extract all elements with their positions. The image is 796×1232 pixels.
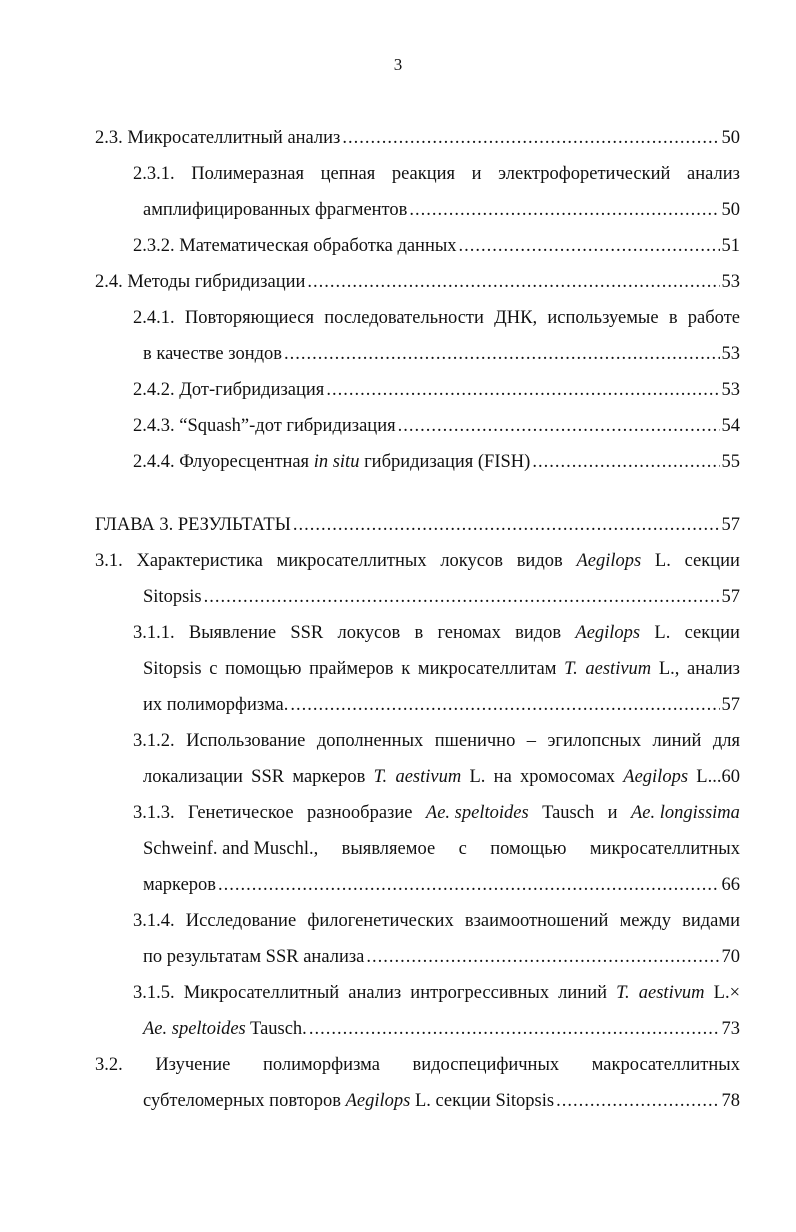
entry-word: макросателлитных — [591, 1055, 740, 1075]
entry-text: маркеров — [143, 875, 217, 895]
entry-word: видов — [516, 551, 563, 571]
entry-word: геномах — [437, 623, 501, 643]
leader-dots — [293, 507, 720, 543]
entry-text: 2.4.2. Дот-гибридизация — [133, 380, 325, 400]
entry-word: Aegilops — [575, 623, 641, 643]
entry-word: микросателлитных — [589, 839, 740, 859]
entry-text: L. секции Sitopsis — [410, 1091, 555, 1111]
page-ref: 53 — [721, 344, 740, 364]
leader-dots — [409, 192, 719, 228]
entry-word: полиморфизма — [262, 1055, 380, 1075]
entry-text: 2.3. Микросателлитный анализ — [95, 128, 341, 148]
entry-word: локусов — [440, 551, 503, 571]
toc-entry[interactable] — [0, 264, 796, 300]
page-ref: 53 — [721, 272, 740, 292]
entry-text: T. aestivum — [616, 983, 705, 1003]
toc-entry[interactable] — [0, 228, 796, 264]
entry-text: амплифицированных фрагментов — [143, 200, 408, 220]
entry-text: Tausch. — [245, 1019, 307, 1039]
toc-entry[interactable] — [0, 543, 796, 615]
entry-word: и — [607, 803, 618, 823]
entry-text: гибридизация (FISH) — [359, 452, 531, 472]
entry-title — [143, 1011, 307, 1047]
toc-line — [143, 939, 740, 975]
toc-line — [143, 867, 740, 903]
toc-line — [95, 264, 740, 300]
entry-title — [95, 264, 305, 300]
entry-title — [143, 867, 216, 903]
page-ref: 66 — [721, 875, 740, 895]
entry-word: 3.1.3. — [133, 803, 175, 823]
toc-line — [133, 408, 740, 444]
entry-text: 3.1.4. Исследование филогенетических взаимоотношений между видами — [133, 911, 740, 931]
toc-line — [143, 336, 740, 372]
toc-line — [133, 903, 740, 939]
entry-word: 2.3.1. — [133, 164, 175, 184]
entry-word: секции — [684, 623, 740, 643]
entry-title — [143, 579, 202, 615]
entry-word: Изучение — [155, 1055, 231, 1075]
entry-title — [143, 336, 282, 372]
toc-line — [133, 228, 740, 264]
toc-entry[interactable] — [0, 120, 796, 156]
entry-text: 2.4.3. “Squash”-дот гибридизация — [133, 416, 396, 436]
toc-entry[interactable] — [0, 300, 796, 372]
entry-title — [133, 408, 396, 444]
page-ref: 78 — [721, 1091, 740, 1111]
toc-line — [133, 156, 740, 192]
toc-entry[interactable] — [0, 372, 796, 408]
entry-word: 3.2. — [95, 1055, 123, 1075]
entry-text: 2.4. Методы гибридизации — [95, 272, 306, 292]
leader-dots — [556, 1083, 719, 1119]
toc-entry[interactable] — [0, 795, 796, 903]
page-ref: 51 — [721, 236, 740, 256]
page-ref: 57 — [721, 695, 740, 715]
toc-entry[interactable] — [0, 156, 796, 228]
entry-word: электрофоретический — [498, 164, 671, 184]
entry-word: L. — [654, 623, 671, 643]
page-ref: 53 — [721, 380, 740, 400]
entry-word: цепная — [320, 164, 376, 184]
entry-word: и — [471, 164, 482, 184]
entry-word: Характеристика — [136, 551, 263, 571]
entry-text: 2.4.1. Повторяющиеся последовательности ДНК, используемые в работе — [133, 308, 740, 328]
entry-word: SSR — [290, 623, 324, 643]
toc-line — [143, 831, 740, 867]
entry-word: Tausch — [542, 803, 595, 823]
entry-word: Генетическое — [188, 803, 294, 823]
page-ref: 57 — [721, 587, 740, 607]
entry-text: Sitopsis — [143, 587, 202, 607]
entry-word: в — [414, 623, 424, 643]
entry-text: Ae. speltoides — [143, 1019, 246, 1039]
toc-entry[interactable] — [0, 1047, 796, 1119]
leader-dots — [290, 687, 719, 723]
page-ref: 55 — [721, 452, 740, 472]
toc-line — [95, 507, 740, 543]
toc-line — [95, 543, 740, 579]
leader-dots — [284, 336, 719, 372]
entry-word: секции — [684, 551, 740, 571]
entry-title — [95, 507, 291, 543]
entry-title — [143, 192, 407, 228]
leader-dots — [459, 228, 720, 264]
page-number: 3 — [393, 55, 403, 74]
entry-title — [133, 372, 324, 408]
entry-word: микросателлитных — [276, 551, 427, 571]
entry-text: L. на хромосомах — [461, 767, 624, 787]
leader-dots — [204, 579, 720, 615]
toc-line — [133, 444, 740, 480]
toc-entry[interactable] — [0, 723, 796, 795]
entry-text: ГЛАВА 3. РЕЗУЛЬТАТЫ — [95, 515, 291, 535]
entry-word: 3.1.1. — [133, 623, 175, 643]
entry-text: 3.1.5. Микросателлитный анализ интрогрессивных линий — [133, 983, 617, 1003]
toc-line — [133, 300, 740, 336]
entry-text: в качестве зондов — [143, 344, 283, 364]
toc-entry[interactable] — [0, 507, 796, 543]
entry-word: L. — [654, 551, 671, 571]
entry-word: видов — [515, 623, 562, 643]
entry-word: Полимеразная — [191, 164, 305, 184]
entry-text: Sitopsis с помощью праймеров к микросателлитам — [143, 659, 565, 679]
toc-line — [143, 759, 740, 795]
entry-text: Aegilops — [623, 767, 689, 787]
leader-dots — [532, 444, 719, 480]
entry-text: in situ — [313, 452, 360, 472]
toc-line — [143, 579, 740, 615]
entry-word: Ae. speltoides — [425, 803, 529, 823]
leader-dots — [218, 867, 719, 903]
entry-word: помощью — [490, 839, 567, 859]
toc-line — [133, 615, 740, 651]
page-ref: 70 — [721, 947, 740, 967]
entry-text — [133, 975, 740, 1011]
entry-text: L.× — [704, 983, 741, 1003]
toc-line — [95, 120, 740, 156]
page-ref: 54 — [721, 416, 740, 436]
entry-text — [143, 651, 740, 687]
entry-word: с — [458, 839, 467, 859]
entry-title — [143, 1083, 554, 1119]
entry-word: Выявление — [188, 623, 277, 643]
entry-title — [143, 939, 364, 975]
entry-text: Aegilops — [345, 1091, 411, 1111]
entry-word: Ae. longissima — [630, 803, 740, 823]
entry-word: видоспецифичных — [412, 1055, 560, 1075]
toc-line — [143, 687, 740, 723]
toc-entry[interactable] — [0, 408, 796, 444]
page-ref: 50 — [721, 200, 740, 220]
entry-text: T. aestivum — [373, 767, 462, 787]
toc-entry[interactable] — [0, 444, 796, 480]
entry-word: Schweinf. and Muschl., — [143, 839, 319, 859]
entry-text: 3.1.2. Использование дополненных пшенично – эгилопсных линий для — [133, 731, 740, 751]
entry-text — [143, 759, 740, 795]
entry-text: L., анализ — [651, 659, 740, 679]
entry-title — [133, 444, 530, 480]
leader-dots — [342, 120, 719, 156]
entry-word: 3.1. — [95, 551, 123, 571]
entry-text: 2.3.2. Математическая обработка данных — [133, 236, 457, 256]
entry-word: реакция — [391, 164, 456, 184]
entry-text: их полиморфизма. — [143, 695, 289, 715]
entry-word: Aegilops — [576, 551, 642, 571]
page-ref: 57 — [721, 515, 740, 535]
entry-text: локализации SSR маркеров — [143, 767, 374, 787]
toc-line — [143, 192, 740, 228]
entry-word: выявляемое — [341, 839, 436, 859]
toc-line — [133, 372, 740, 408]
toc-entry[interactable] — [0, 615, 796, 723]
entry-text: L...60 — [688, 767, 740, 787]
entry-text: по результатам SSR анализа — [143, 947, 365, 967]
entry-text: 2.4.4. Флуоресцентная — [133, 452, 314, 472]
page-ref: 73 — [721, 1019, 740, 1039]
entry-text: субтеломерных повторов — [143, 1091, 346, 1111]
toc-line — [143, 1083, 740, 1119]
leader-dots — [309, 1011, 720, 1047]
toc-line — [143, 651, 740, 687]
toc-line — [133, 975, 740, 1011]
leader-dots — [366, 939, 719, 975]
entry-title — [143, 687, 288, 723]
toc-line — [95, 1047, 740, 1083]
entry-word: локусов — [337, 623, 401, 643]
entry-title — [133, 228, 457, 264]
entry-text: T. aestivum — [564, 659, 652, 679]
entry-word: анализ — [687, 164, 740, 184]
toc-line — [133, 723, 740, 759]
leader-dots — [307, 264, 719, 300]
toc-entry[interactable] — [0, 975, 796, 1047]
leader-dots — [398, 408, 720, 444]
toc-line — [133, 795, 740, 831]
page-ref: 50 — [721, 128, 740, 148]
entry-word: разнообразие — [307, 803, 413, 823]
toc-line — [143, 1011, 740, 1047]
leader-dots — [326, 372, 719, 408]
entry-title — [95, 120, 340, 156]
toc-entry[interactable] — [0, 903, 796, 975]
